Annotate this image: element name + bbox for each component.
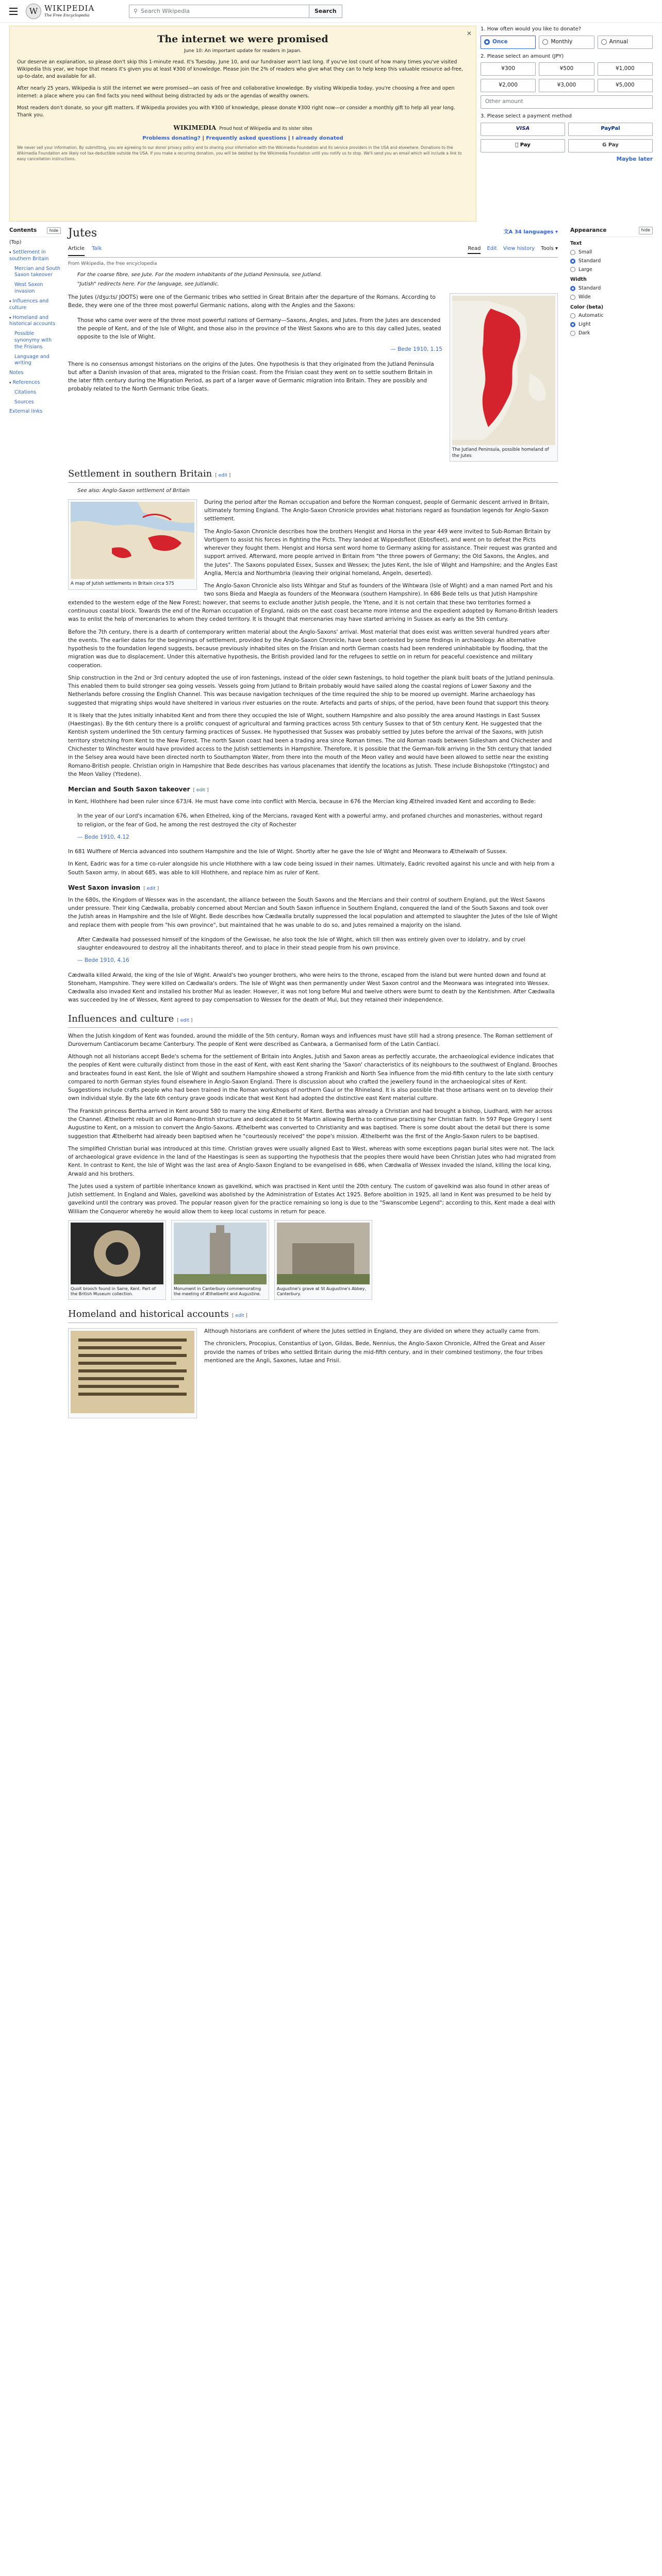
wikipedia-logo[interactable] (26, 4, 113, 19)
google-pay-button[interactable]: G Pay (568, 139, 653, 152)
paragraph: When the Jutish kingdom of Kent was founded, around the middle of the 5th century, Roman ways and influences must have still had a strong presence. The Roman settlement of Durovernum Cantiacorum became Canterbury. The people of Kent were described as Cantwara, a Germanised form of the Latin Cantiaci. (68, 1032, 553, 1047)
manuscript-image[interactable] (71, 1331, 194, 1413)
color-heading: Color (beta) (570, 304, 604, 310)
toc-item[interactable]: ▾ Settlement in southern Britain (9, 249, 49, 262)
frequency-question: 1. How often would you like to donate? (481, 26, 582, 32)
tab-article[interactable]: Article (68, 245, 85, 256)
blockquote: Those who came over were of the three most powerful nations of Germany—Saxons, Angles, and Jutes. From the Jutes are descended the people of Kent, and of the Isle of Wight, and those also in the province of the West Saxons who are to this day called Jutes, seated opposite to the Isle of Wight. — Bede 1910, 1.15 (68, 314, 558, 356)
image-gallery (68, 1220, 558, 1300)
toc-title: Contents (9, 227, 37, 233)
text-standard-option[interactable]: Standard (570, 258, 653, 265)
radio-icon (570, 295, 575, 300)
toc-item[interactable]: Language and writing (14, 353, 49, 366)
toc-hide-button[interactable]: hide (47, 227, 61, 234)
paragraph: The Anglo-Saxon Chronicle also lists Wihtgar and Stuf as founders of the Wihtwara (Isle of Wight) and a man named Port and his two sons Bieda and Maegla as founders of the Meonwara (southern Hampshire). In 686 Bede tells us that Jutish Hampshire extended to the western edge of the New Forest; however, that seems to exclude another Jutish people, the Ytene, and it is not certain that these two territories formed a continuous coastal block. Towards the end of the Roman occupation of England, raids on the east coast became more intense and the expedient adopted by Romano-British leaders was to enlist the help of mercenaries to whom they ceded territory. It is thought that mercenaries may have started arriving in Sussex as early as the 5th century. (68, 583, 558, 623)
edit-section-link[interactable]: edit (180, 1018, 189, 1023)
tagline: The Free Encyclopedia (44, 13, 90, 18)
apple-pay-button[interactable]: Pay (481, 139, 565, 152)
radio-icon (570, 331, 575, 336)
color-dark-option[interactable]: Dark (570, 330, 653, 337)
radio-icon (570, 259, 575, 264)
tab-edit[interactable]: Edit (487, 246, 497, 251)
radio-icon (570, 250, 575, 255)
annual-option[interactable]: Annual (598, 36, 653, 49)
paragraph: In the 680s, the Kingdom of Wessex was in the ascendant, the alliance between the South Saxons and the Mercians and their control of southern England, put the West Saxons under pressure. Their king Cædwalla, probably concerned about Mercian and South Saxon influence in Southern England, conquered the land of the South Saxons and took over the Jutish areas in Hampshire and the Isle of Wight. Bede describes how Cædwalla brutally suppressed the local population and attempted to slaughter the Jutes of the Isle of Wight and replace them with people from "his own province", but maintained that he was unable to do so, and Jutes remained a majority on the island. (68, 896, 558, 928)
amount-option[interactable]: ¥5,000 (598, 79, 653, 92)
quote-citation[interactable]: — Bede 1910, 4.16 (77, 957, 129, 964)
payment-question: 3. Please select a payment method (481, 113, 572, 119)
toggle-icon[interactable]: ▾ (9, 315, 11, 320)
wordmark: WIKIPEDIA (44, 4, 95, 13)
amount-option[interactable]: ¥300 (481, 62, 536, 76)
blockquote: After Cædwalla had possessed himself of the kingdom of the Gewissae, he also took the Isle of Wight, which till then was entirely given over to idolatry, and by cruel slaughter endeavoured to destroy all the inhabitants thereof, and to place in their stead people from his own province. — Bede 1910, 4.16 (68, 934, 558, 967)
search-input[interactable] (129, 5, 309, 18)
toc-item[interactable]: ▾ References (9, 380, 40, 386)
text-small-option[interactable]: Small (570, 249, 653, 256)
paragraph: The Jutes used a system of partible inheritance known as gavelkind, which was practised in Kent until the 20th century. The custom of gavelkind was also found in other areas of Jutish settlement. In England and Wales, gavelkind was abolished by the Administration of Estates Act 1925. Before abolition in 1925, all land in Kent was presumed to be held by gavelkind until the contrary was proved. The popular reason given for the practice remaining so long is due to the "Swanscombe Legend"; according to this, Kent made a deal with William the Conqueror whereby he would allow them to keep local customs in return for peace. (68, 1183, 555, 1215)
amount-option[interactable]: ¥1,000 (598, 62, 653, 76)
page-title: Jutes (68, 227, 97, 240)
amount-option[interactable]: ¥2,000 (481, 79, 536, 92)
hatnote: For the coarse fibre, see Jute. For the modern inhabitants of the Jutland Peninsula, see Jutland. (77, 272, 322, 278)
toc-item[interactable]: Notes (9, 370, 24, 376)
paragraph: Although historians are confident of where the Jutes settled in England, they are divided on where they actually came from. (204, 1328, 540, 1335)
jutland-map-image[interactable] (452, 296, 555, 445)
tools-menu[interactable]: Tools ▾ (541, 246, 558, 251)
map-caption: The Jutland Peninsula, possible homeland of the Jutes (452, 447, 549, 459)
toc-item[interactable]: Mercian and South Saxon takeover (14, 265, 60, 278)
search-form (129, 5, 342, 18)
radio-icon (570, 322, 575, 327)
map-caption: A map of Jutish settlements in Britain circa 575 (71, 581, 174, 587)
color-light-option[interactable]: Light (570, 321, 653, 328)
language-selector[interactable]: ︁文A 34 languages ▾ (503, 229, 558, 235)
banner-fine-print: We never sell your information. By submitting, you are agreeing to our donor privacy policy and to sharing your information with the Wikimedia Foundation and its service providers in the USA and elsewhere. Donations to the Wikimedia Foundation are likely not tax-deductible outside the USA. If you make a recurring donation, you will be debited by the Wikimedia Foundation until you notify us to stop. We'll send you an email which will include a link to easy cancellation instructions. (17, 145, 462, 161)
amount-option[interactable]: ¥500 (539, 62, 594, 76)
subsection-heading: West Saxon invasion [ edit ] (68, 884, 159, 891)
width-wide-option[interactable]: Wide (570, 294, 653, 301)
monthly-option[interactable]: Monthly (539, 36, 594, 49)
edit-section-link[interactable]: edit (235, 1313, 244, 1319)
brooch-image[interactable] (71, 1223, 163, 1284)
paragraph: Ship construction in the 2nd or 3rd century adopted the use of iron fastenings, instead of the older sewn fastenings, to hold together the plank built boats of the Jutland peninsula. This enabled them to build stronger sea going vessels. Vessels going from Jutland to Britain probably would have sailed along the coastal regions of Lower Saxony and the Netherlands before crossing the English Channel. This was because navigation techniques of the time required the ship to be moored up overnight. Marine archaeology has suggested that migrating ships would have sheltered in various river estuaries on the route. Artefacts and parts of ships, of the period, have been found that support this theory. (68, 674, 555, 706)
amount-option[interactable]: ¥3,000 (539, 79, 594, 92)
paragraph: Cædwalla killed Arwald, the king of the Isle of Wight. Arwald's two younger brothers, who were heirs to the throne, escaped from the island but were hunted down and found at Stoneham, Hampshire. They were killed on Cædwalla's orders. The Isle of Wight was then permanently under West Saxon control and the Meonwara was integrated into Wessex. Cædwalla also invaded Kent and installed his brother Mul as leader. However, it was not long before Mul and twelve others were burnt to death by the Kentishmen. After Cædwalla was succeeded by Ine of Wessex, Kent agreed to pay compensation to Wessex for the death of Mul, but they retained their independence. (68, 972, 555, 1004)
paragraph: In Kent, Eadric was for a time co-ruler alongside his uncle Hlothhere with a law code being issued in their names. Ultimately, Eadric revolted against his uncle and with help from a South Saxon army, in about 685, was able to kill Hlothhere, and replace him as ruler of Kent. (68, 861, 555, 876)
radio-icon (542, 39, 548, 45)
radio-icon (570, 286, 575, 291)
hatnote: "Jutish" redirects here. For the language, see Jutlandic. (77, 281, 220, 287)
amount-question: 2. Please select an amount (JPY) (481, 53, 564, 59)
paragraph: During the period after the Roman occupation and before the Norman conquest, people of Germanic descent arrived in Britain, ultimately forming England. The Anglo-Saxon Chronicle provides what historians regard as foundation legends for Anglo-Saxon settlement. (204, 499, 550, 522)
wikimedia-logo: WIKIMEDIA Proud host of Wikipedia and its sister sites (173, 124, 312, 132)
tab-read[interactable]: Read (468, 245, 481, 254)
toc-item[interactable]: West Saxon invasion (14, 282, 43, 295)
section-heading: Influences and culture [ edit ] (68, 1012, 558, 1028)
tab-history[interactable]: View history (503, 246, 535, 251)
quote-citation[interactable]: — Bede 1910, 4.12 (77, 834, 129, 840)
donation-form (481, 26, 653, 222)
search-button[interactable]: Search (309, 5, 342, 18)
site-header (0, 0, 662, 23)
paragraph: In Kent, Hlothhere had been ruler since 673/4. He must have come into conflict with Mercia, because in 676 the Mercian king Æthelred invaded Kent and according to Bede: (68, 798, 536, 805)
radio-icon (570, 267, 575, 272)
edit-section-link[interactable]: edit (146, 886, 156, 891)
toc-item[interactable]: ▾ Influences and culture (9, 298, 49, 311)
tab-talk[interactable]: Talk (92, 246, 102, 251)
toggle-icon[interactable]: ▾ (9, 299, 11, 303)
see-also-note: See also: Anglo-Saxon settlement of Britain (77, 488, 190, 494)
toc-item[interactable]: Possible synonymy with the Frisians (14, 331, 52, 350)
problems-donating-link[interactable]: Problems donating? (142, 135, 201, 141)
already-donated-link[interactable]: I already donated (292, 135, 343, 141)
radio-icon (484, 39, 490, 45)
paragraph: It is likely that the Jutes initially inhabited Kent and from there they occupied the Isle of Wight, southern Hampshire and also possibly the area around Hastings in East Sussex (Haestingas). By the 6th century there is a prolific conquest of agricultural and farming practices across 5th century Sussex to that of 5th century Kent. He suggested that the Kentish system underlined the 5th century farming practices of Sussex. He hypothesised that Sussex was probably settled by Jutes before the arrival of the Saxons, with Jutish territory stretching from Kent to the New Forest. The north Saxon coast had been a trading area since Roman times. The old Roman roads between Sidlesham and Chichester and Chichester to Winchester would have provided access to the Jutish settlements in Hampshire. Therefore, it is possible that the German-folk arriving in the 5th century that landed in the Selsey area would have been directed north to Southampton Water, from there into the mouth of the Meon valley and would have been allowed to settle near the existing Romano-British people. Christian origin in Hampshire that Bede describes has various placenames that identify the locations as Jutish. These include Bishopstoke (Ytingstoc) and the Meon Valley (Ytedene). (68, 712, 552, 777)
gallery-item: Monument in Canterbury commemorating the meeting of Æthelberht and Augustine. (171, 1220, 269, 1300)
banner-subtitle: June 10: An important update for readers in Japan. (184, 48, 302, 54)
appearance-panel (570, 227, 653, 338)
paragraph: The Frankish princess Bertha arrived in Kent around 580 to marry the king Æthelberht of Kent. Bertha was already a Christian and had brought a bishop, Liudhard, with her across the Channel. Æthelberht rebuilt an old Romano-British structure and dedicated it to St Martin allowing Bertha to continue practising her Christian faith. In 597 Pope Gregory I sent Augustine to Kent, on a mission to convert the Anglo-Saxons. Æthelberht was converted to Christianity and was baptised. There is some doubt about the detail but there is some suggestion that Æthelberht had already been baptised when he "courteously received" the pope's mission. Æthelberht was the first of the Anglo-Saxon rulers to be baptised. (68, 1108, 553, 1140)
close-icon[interactable]: ✕ (466, 30, 472, 37)
main-menu-icon[interactable] (9, 6, 21, 17)
appearance-title: Appearance (570, 227, 607, 233)
toc-item[interactable]: External links (9, 409, 43, 415)
paragraph: The simplified Christian burial was introduced at this time. Christian graves were usually aligned East to West, whereas with some exceptions pagan burial sites were not. The lack of archaeological grave evidence in the land of the Haestingas is seen as supporting the hypothesis that the peoples there would have been Christian Jutes who had migrated from Kent. In contrast to Kent, the Isle of Wight was the last area of Anglo-Saxon England to be evangelised in 686, when Cædwalla of Wessex invaded the island, killing the local king, Arwald and his brothers. (68, 1145, 556, 1177)
width-heading: Width (570, 277, 587, 283)
toggle-icon[interactable]: ▾ (9, 250, 11, 255)
subsection-heading: Mercian and South Saxon takeover [ edit ] (68, 786, 209, 793)
site-sub: From Wikipedia, the free encyclopedia (68, 261, 157, 266)
card-payment-button[interactable]: VISA (481, 123, 565, 136)
section-heading: Homeland and historical accounts [ edit ] (68, 1307, 558, 1323)
toggle-icon[interactable]: ▾ (9, 381, 11, 385)
settlement-map-figure (68, 499, 197, 590)
apple-icon (517, 142, 519, 148)
banner-title: The internet we were promised (157, 33, 328, 45)
color-automatic-option[interactable]: Automatic (570, 312, 653, 319)
paragraph: In 681 Wulfhere of Mercia advanced into southern Hampshire and the Isle of Wight. Shortly after he gave the Isle of Wight and Meonwara to Æthelwalh of Sussex. (68, 849, 508, 855)
maybe-later-button[interactable]: Maybe later (616, 156, 653, 162)
paragraph: Although not all historians accept Bede's schema for the settlement of Britain into Angles, Jutish and Saxon areas as perfectly accurate, the archaeological evidence indicates that the peoples of Kent were culturally distinct from those in the east of Kent, with east Kent sharing the 'Saxon' characteristics of its neighbours to the southwest of England. Brooches and bracteates found in east Kent, the Isle of Wight and southern Hampshire showed a strong Frankish and North Sea influence from the mid-fifth century to the late sixth century compared to north German styles found elsewhere in Anglo-Saxon England. There is discussion about who crafted the jewellery found in the archaeological sites of Kent. Suggestions include crafts people who had been trained in the Roman workshops of northern Gaul or the Rhineland. It is also possible that those artisans went on to develop their own individual style. By the late 6th century grave goods indicate that west Kent had adopted the distinctive east Kent material culture. (68, 1054, 558, 1102)
paragraph: Before the 7th century, there is a dearth of contemporary written material about the Anglo-Saxons' arrival. Most material that does exist was written several hundred years after the events. The earlier dates for the beginnings of settlement, provided by the Anglo-Saxon Chronicle, have been contested by some findings in archaeology. An alternative hypothesis to the foundation legend suggests, because previously inhabited sites on the Frisian and north German coasts had been rendered uninhabitable by flooding, that the migration was due to displacement. Under this alternative hypothesis, the British provided land for the refugees to settle on in return for peaceful coexistence and military cooperation. (68, 629, 550, 669)
gallery-item: Augustine's grave at St Augustine's Abbey, Canterbury. (274, 1220, 372, 1300)
grave-image[interactable] (277, 1223, 370, 1284)
gallery-item: Quoit brooch found in Sarre, Kent. Part of the British Museum collection. (68, 1220, 166, 1300)
radio-icon (601, 39, 607, 45)
width-standard-option[interactable]: Standard (570, 285, 653, 292)
chronicle-figure (68, 1328, 197, 1418)
appearance-hide-button[interactable]: hide (639, 227, 653, 234)
infobox-map (450, 293, 558, 462)
title-bar (68, 227, 558, 258)
section-heading: Settlement in southern Britain [ edit ] (68, 467, 558, 483)
paragraph: The chroniclers, Procopius, Constantius of Lyon, Gildas, Bede, Nennius, the Anglo-Saxon Chronicle, Alfred the Great and Asser provide the names of tribes who settled Britain during the mid-fifth century, and in their combined testimony, the four tribes mentioned are the Angli, Saxones, Iutae and Frisii. (204, 1341, 545, 1364)
banner-links: Problems donating? | Frequently asked questions | I already donated (142, 135, 343, 141)
blockquote: In the year of our Lord's incarnation 676, when Ethelred, king of the Mercians, ravaged Kent with a powerful army, and profaned churches and monasteries, without regard to religion, or the fear of God, he among the rest destroyed the city of Rochester — Bede 1910, 4.12 (68, 810, 558, 843)
edit-section-link[interactable]: edit (196, 788, 206, 793)
lead-paragraph: There is no consensus amongst historians on the origins of the Jutes. One hypothesis is that they originated from the Jutland Peninsula but after a Danish invasion of that area, migrated to the Frisian coast. From the Frisian coast they went on to settle southern Britain in the later fifth century during the Migration Period, as part of a larger wave of Germanic migration into Britain. They are possibly and probably related to the North Germanic tribe Geats. (68, 361, 434, 393)
lead-paragraph: The Jutes (/dʒuːts/ JOOTS) were one of the Germanic tribes who settled in Great Britain after the departure of the Romans. According to Bede, they were one of the three most powerful Germanic nations, along with the Angles and the Saxons: (68, 294, 436, 309)
monument-image[interactable] (174, 1223, 267, 1284)
toc-item[interactable]: Sources (14, 399, 34, 405)
toc-list (9, 240, 61, 415)
edit-section-link[interactable]: edit (218, 473, 227, 479)
paragraph: The Anglo-Saxon Chronicle describes how the brothers Hengist and Horsa in the year 449 were invited to Sub-Roman Britain by Vortigern to assist his forces in fighting the Picts. They landed at Wippedsfleot (Ebbsfleet), and went on to defeat the Picts wherever they fought them. Hengist and Horsa sent word home to Germany asking for assistance. Their request was granted and support arrived. Afterward, more people arrived in Britain from "the three powers of Germany; the Old Saxons, the Angles, and the Jutes". The Saxons populated Essex, Sussex and Wessex; the Jutes Kent, the Isle of Wight and Hampshire; and the Angles East Anglia, Mercia and Northumbria (leaving their original homeland, Angeln, deserted). (204, 528, 558, 577)
settlement-map-image[interactable] (71, 502, 194, 579)
banner-paragraph: Most readers don't donate, so your gift matters. If Wikipedia provides you with ¥300 of knowledge, please donate ¥300 right now—or consider a monthly gift to help all year long. Thank you. (17, 105, 455, 118)
toc-item[interactable]: (Top) (9, 240, 22, 246)
radio-icon (570, 313, 575, 318)
search-placeholder: Search Wikipedia (141, 7, 190, 14)
paypal-button[interactable]: PayPal (568, 123, 653, 136)
toc-item[interactable]: Citations (14, 389, 36, 395)
search-icon: ⚲ (134, 7, 138, 14)
once-option[interactable]: Once (481, 36, 536, 49)
other-amount-input[interactable]: Other amount (481, 95, 653, 109)
donation-banner (9, 26, 476, 222)
globe-icon: W (26, 4, 41, 19)
banner-paragraph: After nearly 25 years, Wikipedia is still the internet we were promised—an oasis of free and collaborative knowledge. By visiting Wikipedia today, you're choosing a free and open internet: a place where you can find facts you need without being distracted by ads or the agendas of wealthy owners. (17, 86, 455, 99)
toc-item[interactable]: ▾ Homeland and historical accounts (9, 314, 56, 327)
translate-icon: ︁文A (503, 229, 515, 235)
faq-link[interactable]: Frequently asked questions (206, 135, 287, 141)
banner-paragraph: Our deserve an explanation, so please don't skip this 1-minute read. It's Tuesday, June 10, and our fundraiser won't last long. If you've lost count of how many times you've visited Wikipedia this year, we hope that means it's given you at least ¥300 of knowledge. Please join the 2% of readers who give what they can to help keep this valuable resource ad-free, up-to-date, and available for all. (17, 59, 463, 80)
quote-citation[interactable]: — Bede 1910, 1.15 (390, 346, 442, 353)
text-size-heading: Text (570, 241, 582, 247)
article-body (68, 271, 558, 1423)
text-large-option[interactable]: Large (570, 266, 653, 274)
table-of-contents (9, 227, 61, 418)
